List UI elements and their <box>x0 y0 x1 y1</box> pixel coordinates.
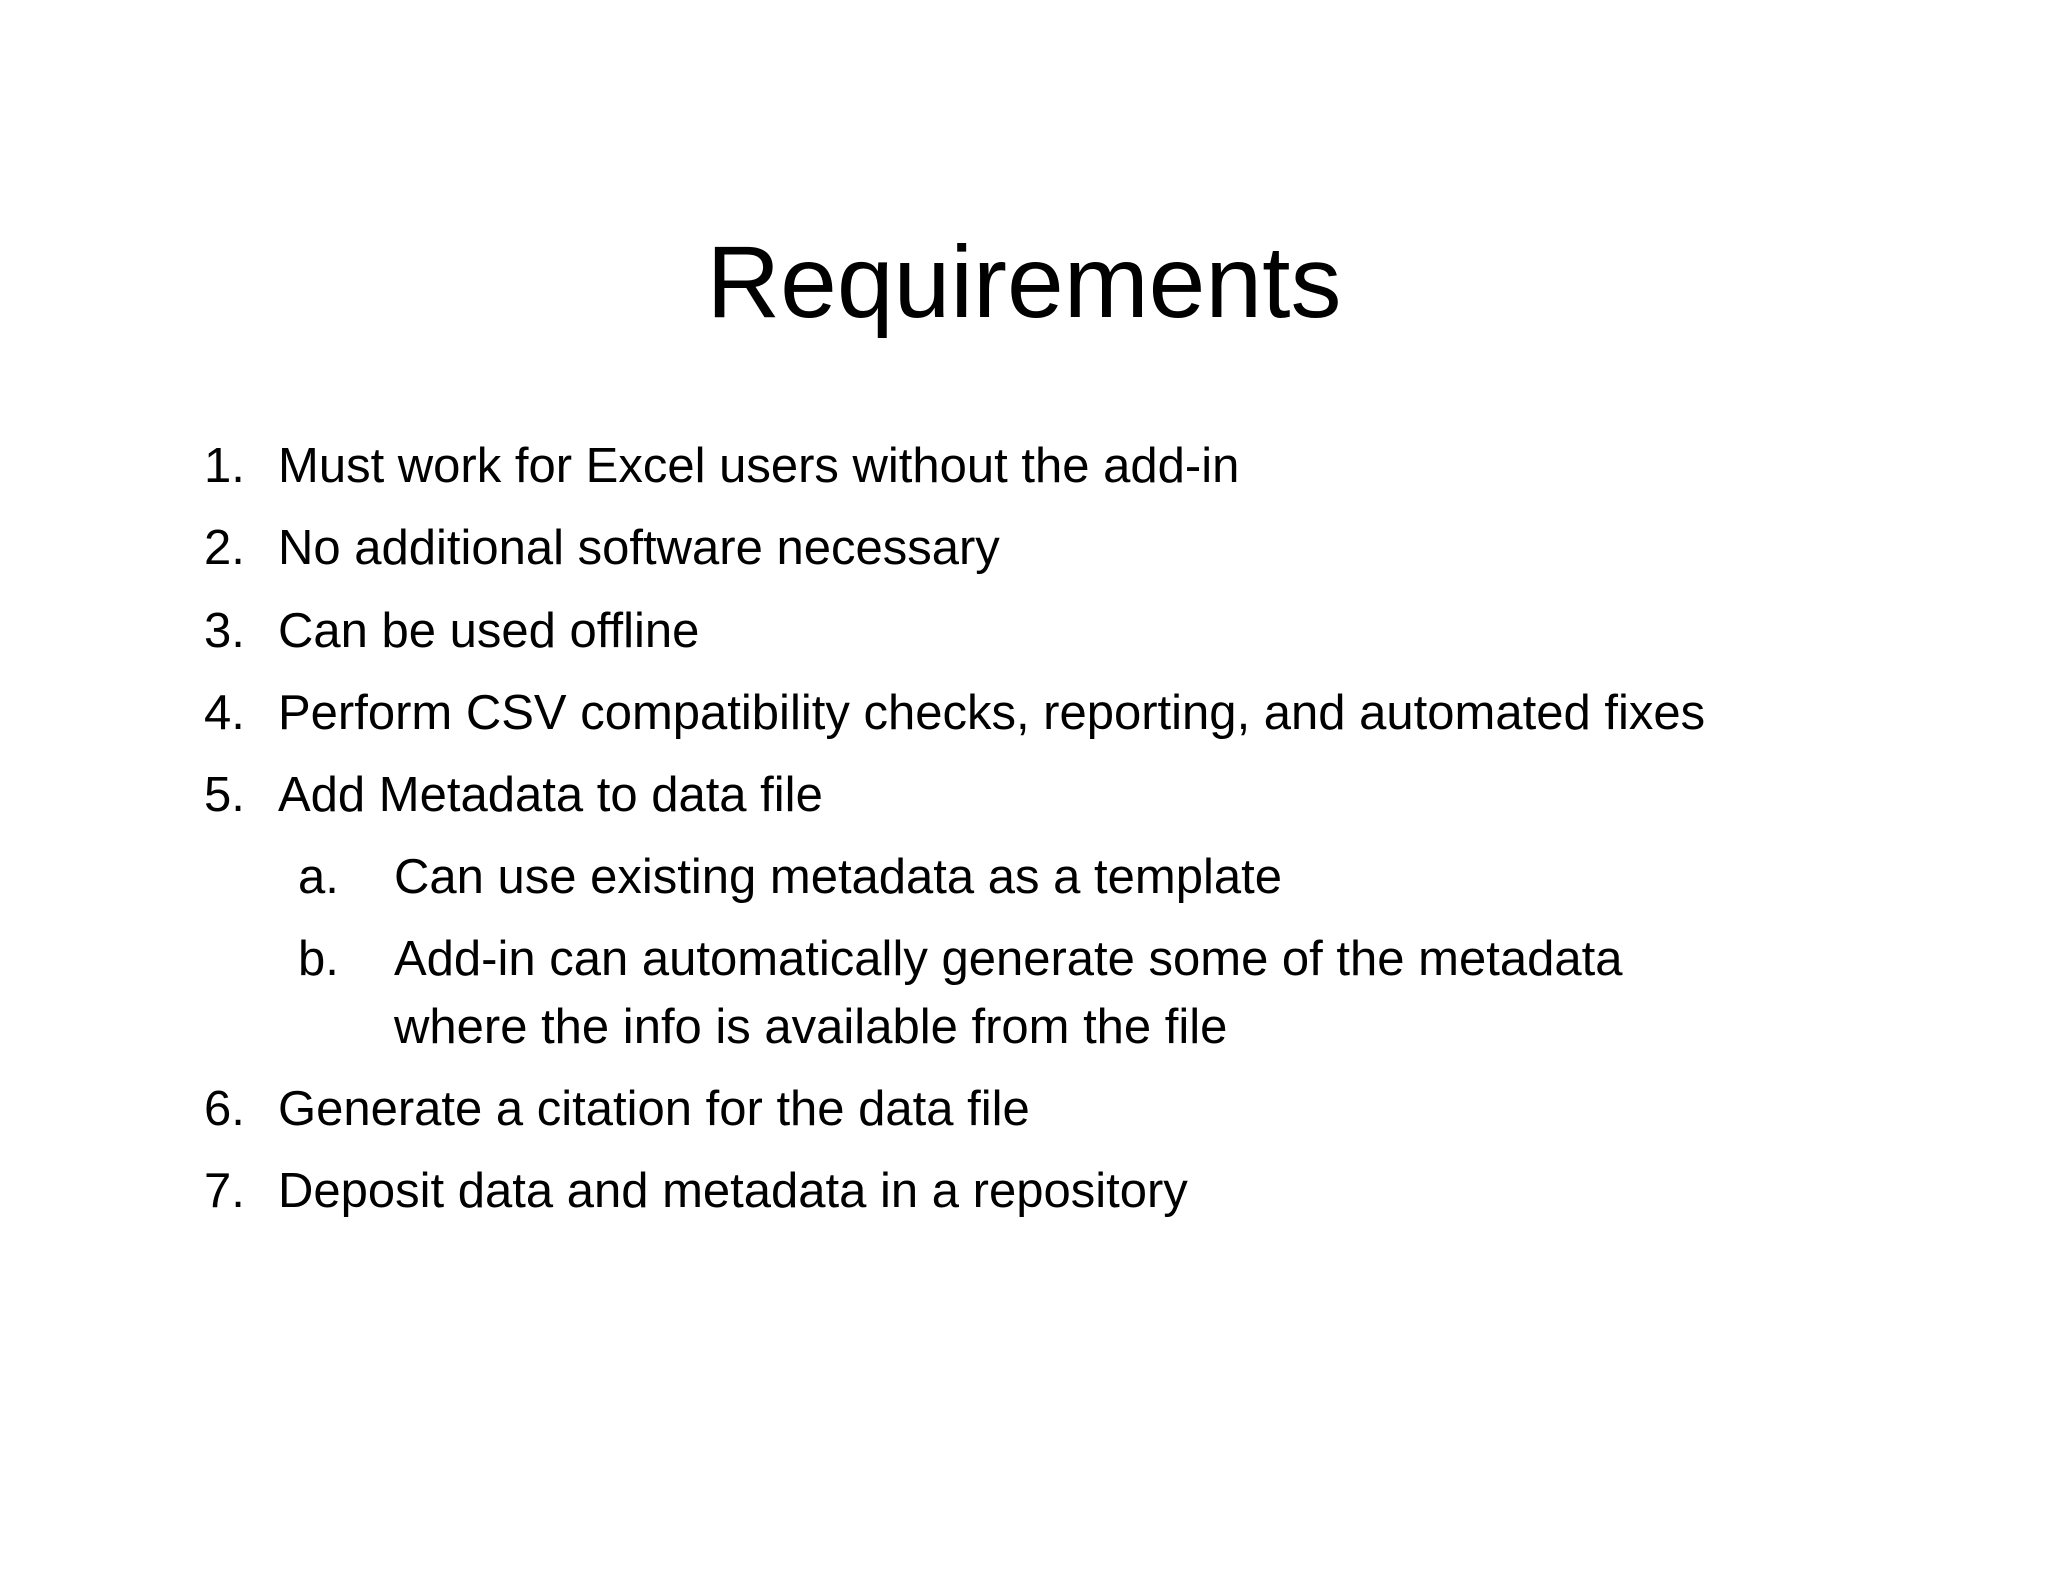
sub-list-item-text: Add-in can automatically generate some of the metadata <box>394 932 1623 986</box>
list-item-marker: 6. <box>204 1082 245 1136</box>
list-item-text: Perform CSV compatibility checks, reporting, and automated fixes <box>278 686 1706 740</box>
sub-list-item-marker: b. <box>298 932 339 986</box>
list-item-text: Deposit data and metadata in a repository <box>278 1164 1188 1218</box>
list-item-marker: 5. <box>204 768 245 822</box>
list-item-marker: 1. <box>204 439 245 493</box>
sub-list-item-text: Can use existing metadata as a template <box>394 850 1282 904</box>
list-item-marker: 3. <box>204 604 245 658</box>
list-item-marker: 4. <box>204 686 245 740</box>
list-item-marker: 7. <box>204 1164 245 1218</box>
sub-list-item-text-continued: where the info is available from the file <box>394 1000 1228 1054</box>
list-item-text: No additional software necessary <box>278 521 1000 575</box>
list-item-text: Must work for Excel users without the add-in <box>278 439 1240 493</box>
list-item-text: Generate a citation for the data file <box>278 1082 1030 1136</box>
slide-title: Requirements <box>706 225 1342 339</box>
list-item-text: Add Metadata to data file <box>278 768 823 822</box>
list-item-text: Can be used offline <box>278 604 700 658</box>
sub-list-item-marker: a. <box>298 850 339 904</box>
list-item-marker: 2. <box>204 521 245 575</box>
